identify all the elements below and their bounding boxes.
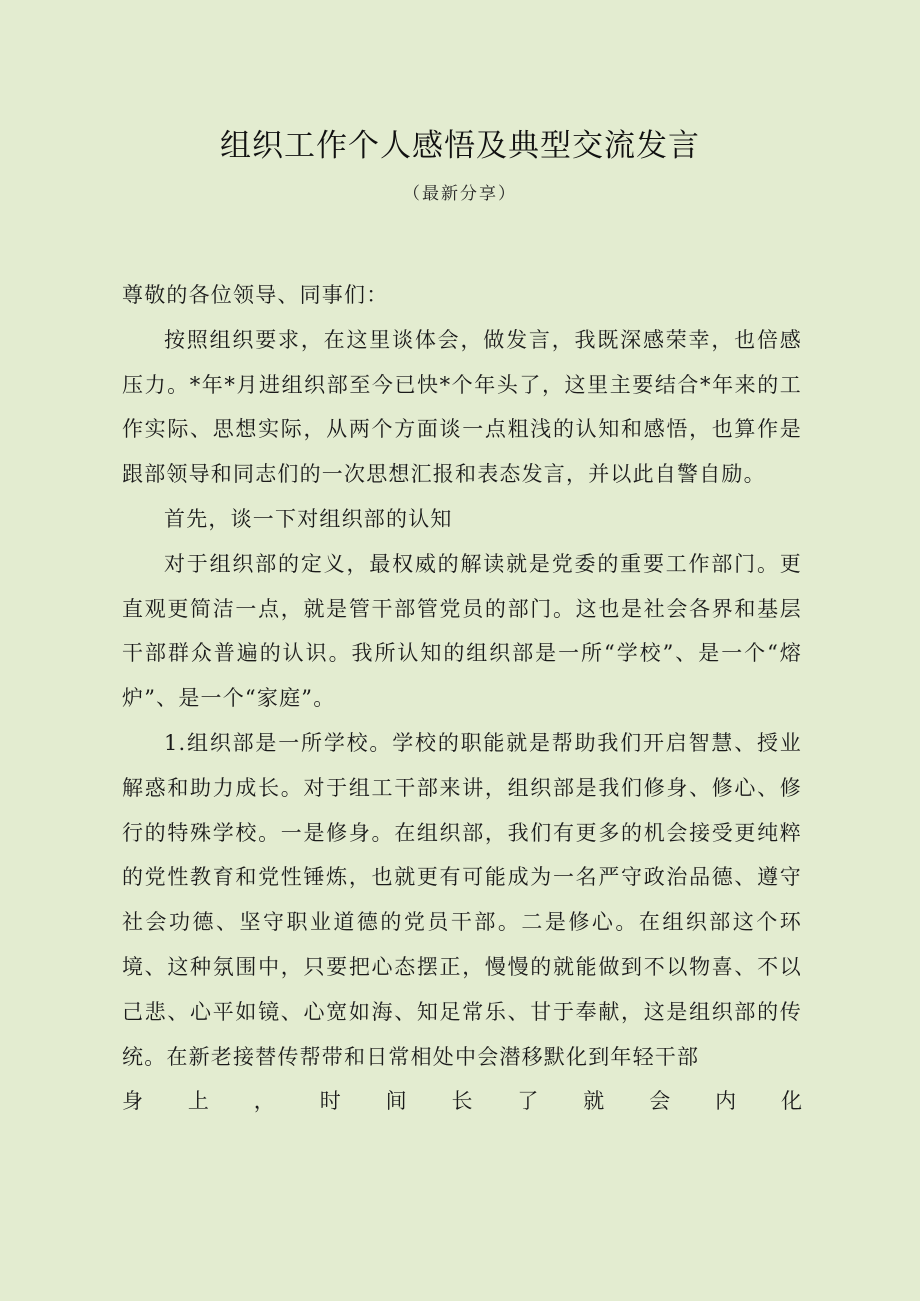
section-heading: 首先，谈一下对组织部的认知 xyxy=(164,506,453,531)
paragraph: 1.组织部是一所学校。学校的职能就是帮助我们开启智慧、授业解惑和助力成长。对于组工干部来讲，组织部是我们修身、修心、修行的特殊学校。一是修身。在组织部，我们有更多的机会接受更纯粹的党性教育和党性锤炼，也就更有可能成为一名严守政治品德、遵守社会功德、坚守职业道德的党员干部。二是修心。在组织部这个环境、这种氛围中，只要把心态摆正，慢慢的就能做到不以物喜、不以己悲、心平如镜、心宽如海、知足常乐、甘于奉献，这是组织部的传统。在新老接替传帮带和日常相处中会潜移默化到年轻干部 xyxy=(122,730,802,1069)
document-title: 组织工作个人感悟及典型交流发言 xyxy=(220,128,700,164)
paragraph: 对于组织部的定义，最权威的解读就是党委的重要工作部门。更直观更简洁一点，就是管干部管党员的部门。这也是社会各界和基层干部群众普遍的认识。我所认知的组织部是一所“学校”、是一个“熔炉”、是一个“家庭”。 xyxy=(122,551,802,711)
document-subtitle: （最新分享） xyxy=(403,184,517,204)
salutation: 尊敬的各位领导、同事们： xyxy=(122,283,389,307)
paragraph-continuation: 身 上 ， 时 间 长 了 就 会 内 化 xyxy=(122,1089,802,1114)
paragraph: 按照组织要求，在这里谈体会，做发言，我既深感荣幸，也倍感压力。*年*月进组织部至今已快*个年头了，这里主要结合*年来的工作实际、思想实际，从两个方面谈一点粗浅的认知和感悟，也算作是跟部领导和同志们的一次思想汇报和表态发言，并以此自警自励。 xyxy=(122,327,802,487)
document-body xyxy=(122,273,802,1124)
